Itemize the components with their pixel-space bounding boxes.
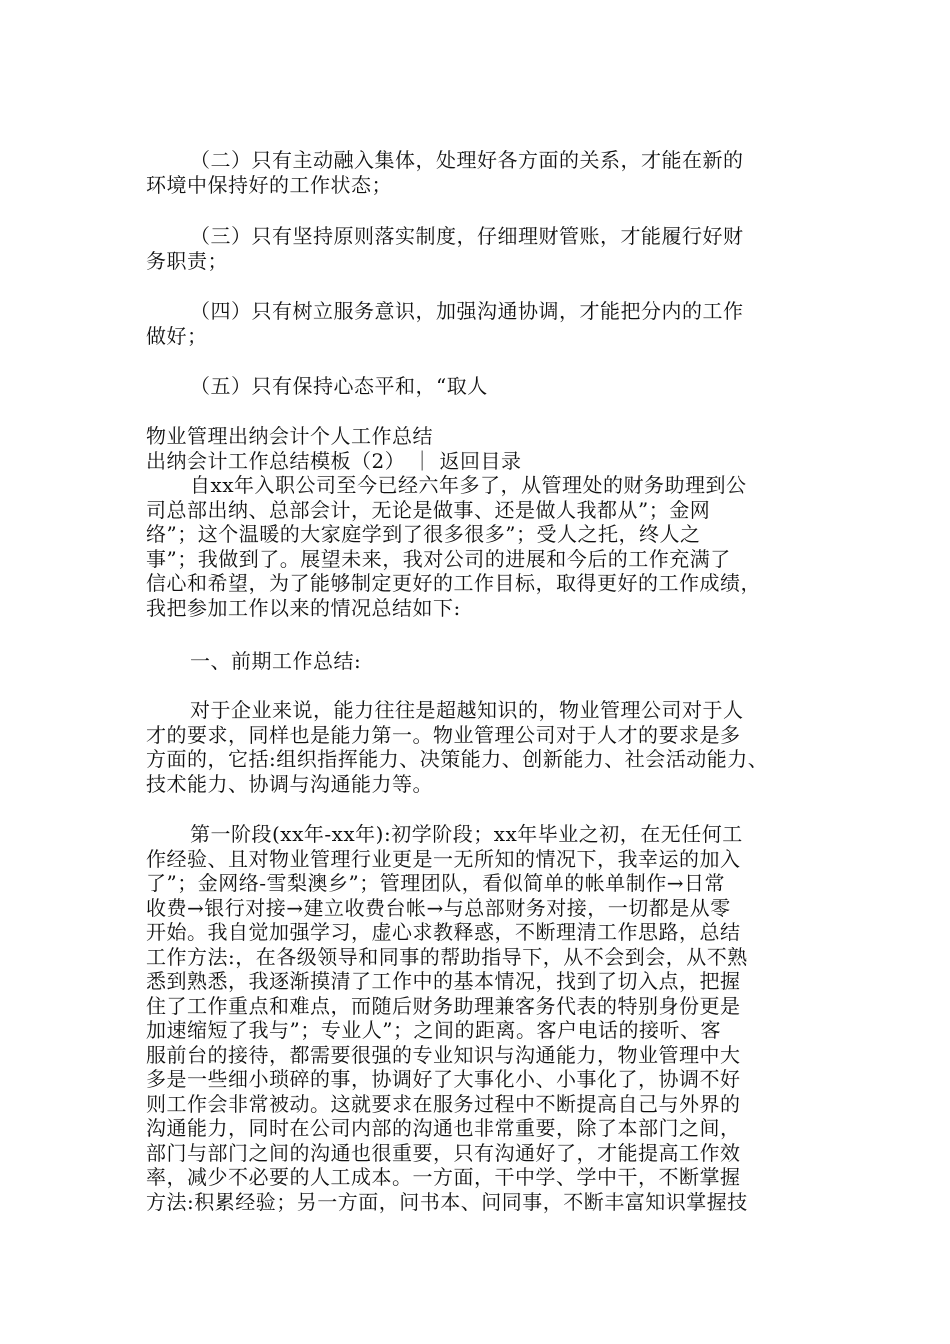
item-4-paragraph <box>146 299 820 348</box>
item-5-paragraph <box>146 374 820 399</box>
text-line: （二）只有主动融入集体，处理好各方面的关系，才能在新的 <box>190 148 744 172</box>
text-line: 沟通能力，同时在公司内部的沟通也非常重要，除了本部门之间， <box>146 1116 741 1140</box>
text-line: 部门与部门之间的沟通也很重要，只有沟通好了，才能提高工作效 <box>146 1140 741 1165</box>
document-subtitle: 出纳会计工作总结模板（2） <box>146 448 406 473</box>
text-line: 率，减少不必要的人工成本。一方面，干中学、学中干，不断掌握 <box>146 1165 741 1189</box>
text-line: 工作方法:，在各级领导和同事的帮助指导下，从不会到会，从不熟 <box>146 944 748 969</box>
text-line: 则工作会非常被动。这就要求在服务过程中不断提高自己与外界的 <box>146 1091 741 1116</box>
text-line: 信心和希望，为了能够制定更好的工作目标，取得更好的工作成绩， <box>146 571 761 595</box>
text-line: 加速缩短了我与”；专业人”；之间的距离。客户电话的接听、客 <box>146 1018 721 1042</box>
item-3-paragraph <box>146 224 820 273</box>
text-line: 司总部出纳、总部会计，无论是做事、还是做人我都从”；金网 <box>146 497 711 522</box>
text-line: 第一阶段(xx年-xx年):初学阶段；xx年毕业之初，在无任何工 <box>190 822 743 846</box>
text-line: 服前台的接待，都需要很强的专业知识与沟通能力，物业管理中大 <box>146 1042 741 1067</box>
ability-paragraph <box>146 698 820 796</box>
text-line: 多是一些细小琐碎的事，协调好了大事化小、小事化了，协调不好 <box>146 1067 741 1091</box>
text-line: （五）只有保持心态平和，“取人 <box>190 374 488 398</box>
text-line: 自xx年入职公司至今已经六年多了，从管理处的财务助理到公 <box>190 473 747 497</box>
section-heading <box>146 649 820 674</box>
stage-one-paragraph <box>146 822 820 1214</box>
subtitle-row <box>146 449 820 474</box>
text-line: 技术能力、协调与沟通能力等。 <box>146 771 433 796</box>
text-line: 我把参加工作以来的情况总结如下: <box>146 595 461 620</box>
back-to-toc-link[interactable]: 返回目录 <box>439 448 522 473</box>
document-title: 物业管理出纳会计个人工作总结 <box>146 424 433 448</box>
text-line: 事”；我做到了。展望未来，我对公司的进展和今后的工作充满了 <box>146 546 731 571</box>
text-line: 才的要求，同样也是能力第一。物业管理公司对于人才的要求是多 <box>146 722 741 747</box>
text-line: （三）只有坚持原则落实制度，仔细理财管账，才能履行好财 <box>190 224 744 248</box>
text-line: 做好； <box>146 323 208 348</box>
item-2-paragraph <box>146 148 820 197</box>
text-line: 作经验、且对物业管理行业更是一无所知的情况下，我幸运的加入 <box>146 846 741 871</box>
section-title: 一、前期工作总结: <box>190 649 362 673</box>
text-line: 务职责； <box>146 248 228 273</box>
text-line: 对于企业来说，能力往往是超越知识的，物业管理公司对于人 <box>190 698 744 722</box>
text-line: 方面的，它括:组织指挥能力、决策能力、创新能力、社会活动能力、 <box>146 747 769 771</box>
text-line: 了”；金网络-雪梨澳乡”；管理团队，看似简单的帐单制作→日常 <box>146 871 725 895</box>
text-line: 住了工作重点和难点，而随后财务助理兼客务代表的特别身份更是 <box>146 993 741 1018</box>
text-line: 方法:积累经验；另一方面，问书本、问同事，不断丰富知识掌握技 <box>146 1189 748 1214</box>
document-heading <box>146 424 820 473</box>
text-line: 环境中保持好的工作状态； <box>146 172 392 197</box>
separator: ｜ <box>412 448 433 473</box>
text-line: 收费→银行对接→建立收费台帐→与总部财务对接，一切都是从零 <box>146 895 731 920</box>
text-line: 开始。我自觉加强学习，虚心求教释惑，不断理清工作思路，总结 <box>146 920 741 944</box>
text-line: （四）只有树立服务意识，加强沟通协调，才能把分内的工作 <box>190 299 744 323</box>
text-line: 悉到熟悉，我逐渐摸清了工作中的基本情况，找到了切入点，把握 <box>146 969 741 993</box>
text-line: 络”；这个温暖的大家庭学到了很多很多”；受人之托，终人之 <box>146 522 701 546</box>
intro-paragraph <box>146 473 820 620</box>
